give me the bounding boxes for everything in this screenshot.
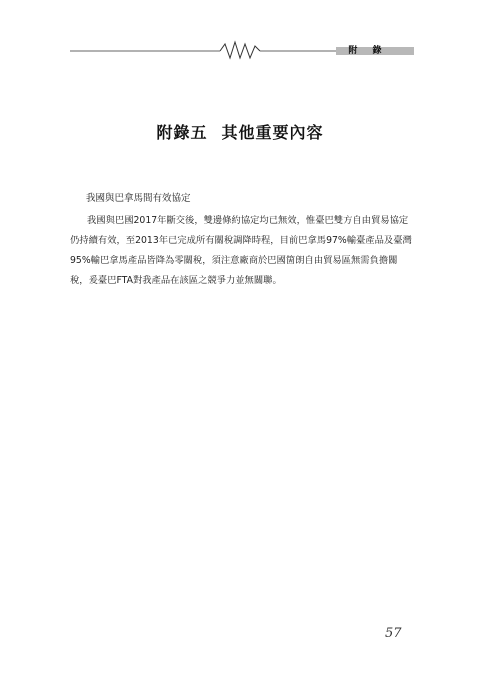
paragraph-line: 稅，爰臺巴FTA對我產品在該區之競爭力並無關聯。	[70, 275, 282, 286]
paragraph-line: 我國與巴國2017年斷交後，雙邊條約協定均已無效，惟臺巴雙方自由貿易協定	[87, 215, 409, 226]
paragraph-line: 仍持續有效，至2013年已完成所有關稅調降時程，目前巴拿馬97%輸臺產品及臺灣	[70, 235, 412, 246]
header-section-label: 附 錄	[348, 46, 388, 56]
paragraph-line: 95%輸巴拿馬產品皆降為零關稅，須注意廠商於巴國箇朗自由貿易區無需負擔關	[70, 255, 398, 266]
running-header	[70, 38, 415, 62]
chapter-number: 附錄五	[156, 123, 208, 142]
page-number: 57	[385, 626, 402, 641]
chapter-name: 其他重要內容	[221, 123, 324, 142]
body-paragraph	[70, 211, 415, 291]
chapter-title	[0, 120, 480, 143]
section-heading: 我國與巴拿馬間有效協定	[86, 193, 191, 204]
